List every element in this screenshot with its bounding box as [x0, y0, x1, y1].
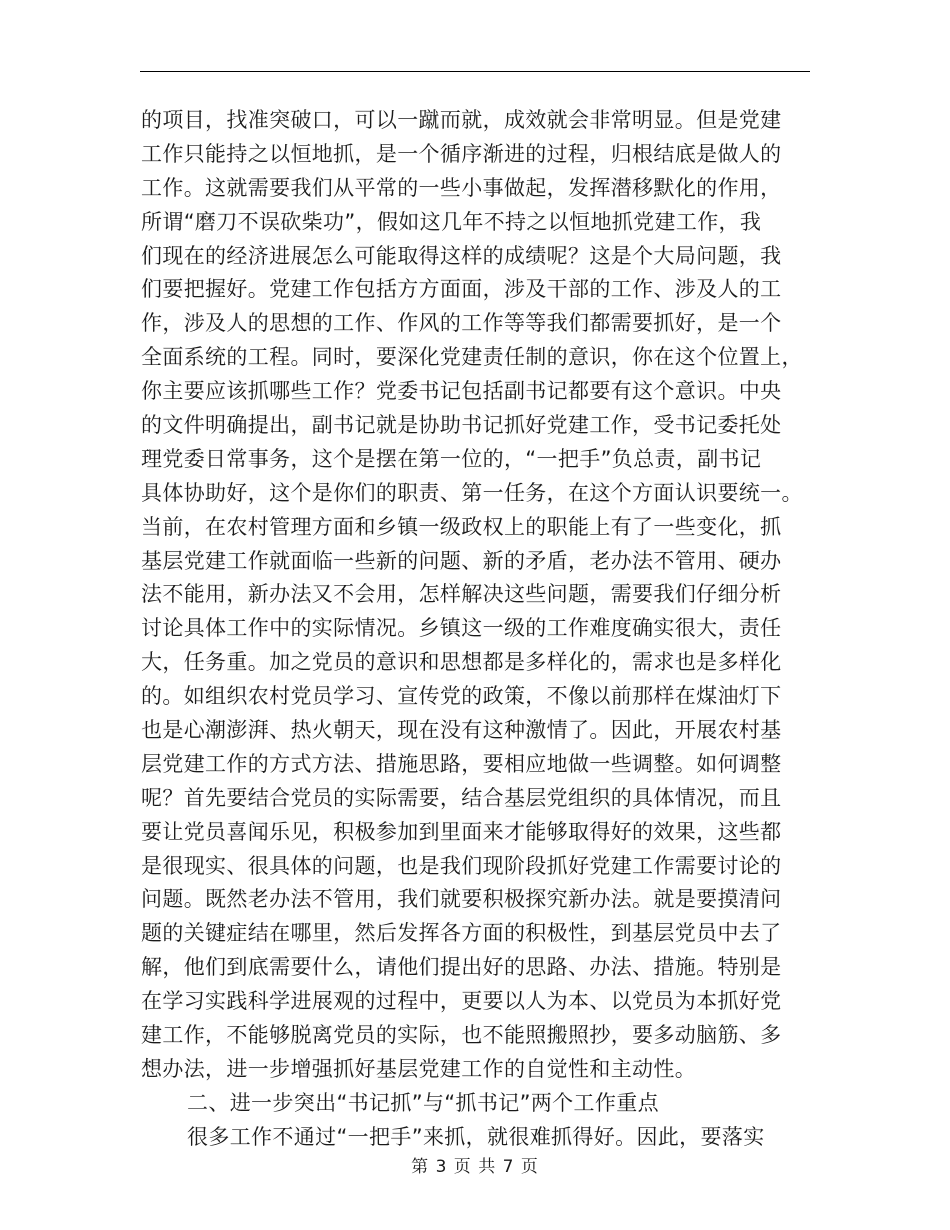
text-line: 所谓“磨刀不误砍柴功”，假如这几年不持之以恒地抓党建工作，我 — [141, 209, 762, 234]
text-line: 呢？首先要结合党员的实际需要，结合基层党组织的具体情况，而且 — [141, 785, 782, 810]
section-heading: 二、进一步突出“书记抓”与“抓书记”两个工作重点 — [187, 1090, 659, 1115]
text-line: 解，他们到底需要什么，请他们提出好的思路、办法、措施。特别是 — [141, 955, 782, 980]
text-line: 工作只能持之以恒地抓，是一个循序渐进的过程，归根结底是做人的 — [141, 141, 782, 166]
text-line: 的。如组织农村党员学习、宣传党的政策，不像以前那样在煤油灯下 — [141, 684, 782, 709]
text-line: 也是心潮澎湃、热火朝天，现在没有这种激情了。因此，开展农村基 — [141, 718, 782, 743]
text-line: 们现在的经济进展怎么可能取得这样的成绩呢？这是个大局问题，我 — [141, 243, 782, 268]
body-text — [141, 104, 813, 1155]
header-rule — [140, 71, 810, 72]
text-line: 建工作，不能够脱离党员的实际，也不能照搬照抄，要多动脑筋、多 — [141, 1023, 782, 1048]
text-line: 全面系统的工程。同时，要深化党建责任制的意识，你在这个位置上， — [141, 345, 803, 370]
text-line: 理党委日常事务，这个是摆在第一位的，“一把手”负总责，副书记 — [141, 446, 762, 471]
text-line: 很多工作不通过“一把手”来抓，就很难抓得好。因此，要落实 — [187, 1124, 765, 1149]
text-line: 讨论具体工作中的实际情况。乡镇这一级的工作难度确实很大，责任 — [141, 616, 782, 641]
text-line: 大，任务重。加之党员的意识和思想都是多样化的，需求也是多样化 — [141, 650, 782, 675]
text-line: 问题。既然老办法不管用，我们就要积极探究新办法。就是要摸清问 — [141, 887, 782, 912]
text-line: 是很现实、很具体的问题，也是我们现阶段抓好党建工作需要讨论的 — [141, 853, 782, 878]
text-line: 题的关键症结在哪里，然后发挥各方面的积极性，到基层党员中去了 — [141, 921, 782, 946]
text-line: 具体协助好，这个是你们的职责、第一任务，在这个方面认识要统一。 — [141, 480, 803, 505]
text-line: 作，涉及人的思想的工作、作风的工作等等我们都需要抓好，是一个 — [141, 311, 782, 336]
text-line: 层党建工作的方式方法、措施思路，要相应地做一些调整。如何调整 — [141, 751, 782, 776]
text-line: 当前，在农村管理方面和乡镇一级政权上的职能上有了一些变化，抓 — [141, 514, 782, 539]
text-line: 要让党员喜闻乐见，积极参加到里面来才能够取得好的效果，这些都 — [141, 819, 782, 844]
text-line: 法不能用，新办法又不会用，怎样解决这些问题，需要我们仔细分析 — [141, 582, 782, 607]
text-line: 你主要应该抓哪些工作？党委书记包括副书记都要有这个意识。中央 — [141, 379, 782, 404]
text-line: 们要把握好。党建工作包括方方面面，涉及干部的工作、涉及人的工 — [141, 277, 782, 302]
text-line: 工作。这就需要我们从平常的一些小事做起，发挥潜移默化的作用， — [141, 175, 782, 200]
text-line: 的项目，找准突破口，可以一蹴而就，成效就会非常明显。但是党建 — [141, 108, 782, 132]
text-line: 的文件明确提出，副书记就是协助书记抓好党建工作，受书记委托处 — [141, 413, 782, 438]
text-line: 基层党建工作就面临一些新的问题、新的矛盾，老办法不管用、硬办 — [141, 548, 782, 573]
page-footer: 第 3 页 共 7 页 — [411, 1157, 539, 1177]
text-line: 想办法，进一步增强抓好基层党建工作的自觉性和主动性。 — [141, 1056, 697, 1081]
text-line: 在学习实践科学进展观的过程中，更要以人为本、以党员为本抓好党 — [141, 989, 782, 1014]
